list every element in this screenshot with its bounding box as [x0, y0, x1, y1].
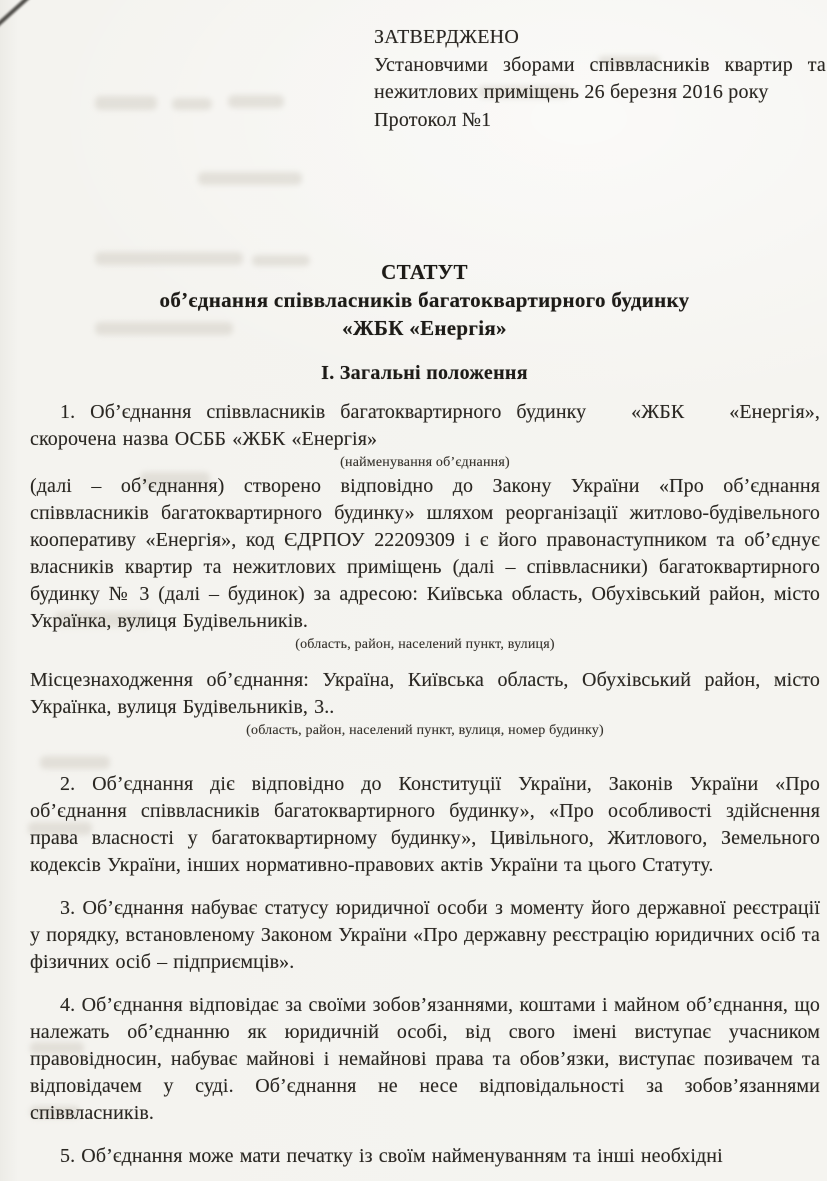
title-line-association: об’єднання співвласників багатоквартирного будинку	[159, 288, 690, 312]
bleed-through-mark	[172, 98, 212, 110]
scan-corner-mark	[0, 0, 33, 31]
bleed-through-mark	[198, 172, 302, 185]
approval-protocol: Протокол №1	[374, 108, 492, 131]
caption-address-full: (область, район, населений пункт, вулиця, номер будинку)	[246, 723, 604, 738]
caption-name: (найменування об’єднання)	[340, 455, 510, 470]
caption-address: (область, район, населений пункт, вулиця)	[295, 637, 555, 652]
approval-body: Установчими зборами співвласників квартир та нежитлових приміщень 26 березня 2016 року	[374, 53, 826, 103]
paragraph-4: 4. Об’єднання відповідає за своїми зобов’язаннями, коштами і майном об’єднання, що належать об’єднанню як юридичній особі, від свого імені виступає учасником правовідносин, набуває майнові і немайнові права та обов’язки, виступає позивачем та відповідачем у суді. Об’єднання не несе відповідальності за зобов’язаннями співвласників.	[30, 994, 820, 1124]
section-heading: І. Загальні положення	[321, 362, 528, 384]
paragraph-2: 2. Об’єднання діє відповідно до Конституції України, Законів України «Про об’єднання співвласників багатоквартирного будинку», «Про особливості здійснення права власності у багатоквартирному будинку», Цивільного, Житлового, Земельного кодексів України, інших нормативно-правових актів України та цього Статуту.	[30, 773, 820, 876]
paragraph-1: 1. Об’єднання співвласників багатоквартирного будинку «ЖБК «Енергія», скорочена назва ОСББ «ЖБК «Енергія»	[30, 401, 820, 450]
paragraph-1-continued: (далі – об’єднання) створено відповідно до Закону України «Про об’єднання співвласників багатоквартирного будинку» шляхом реорганізації житлово-будівельного кооперативу «Енергія», код ЄДРПОУ 22209309 і є його правонаступником та об’єднує власників квартир та нежитлових приміщень (далі – співвласники) багатоквартирного будинку № 3 (далі – будинок) за адресою: Київська область, Обухівський район, місто Українка, вулиця Будівельників.	[30, 475, 820, 632]
approval-stamp: ЗАТВЕРДЖЕНО	[374, 26, 519, 48]
bleed-through-mark	[95, 96, 157, 110]
title-line-statute: СТАТУТ	[381, 260, 468, 284]
paragraph-5: 5. Об’єднання може мати печатку із своїм найменуванням та інші необхідні	[60, 1145, 723, 1167]
approval-block	[374, 24, 826, 134]
document-body	[30, 399, 820, 1170]
title-line-name: «ЖБК «Енергія»	[342, 316, 507, 340]
paragraph-3: 3. Об’єднання набуває статусу юридичної особи з моменту його державної реєстрації у порядку, встановленому Законом України «Про державну реєстрацію юридичних осіб та фізичних осіб – підприємців».	[30, 897, 820, 973]
bleed-through-mark	[228, 95, 284, 108]
document-title	[30, 258, 819, 342]
paragraph-location: Місцезнаходження об’єднання: Україна, Київська область, Обухівський район, місто Українка, вулиця Будівельників, 3..	[30, 669, 820, 718]
